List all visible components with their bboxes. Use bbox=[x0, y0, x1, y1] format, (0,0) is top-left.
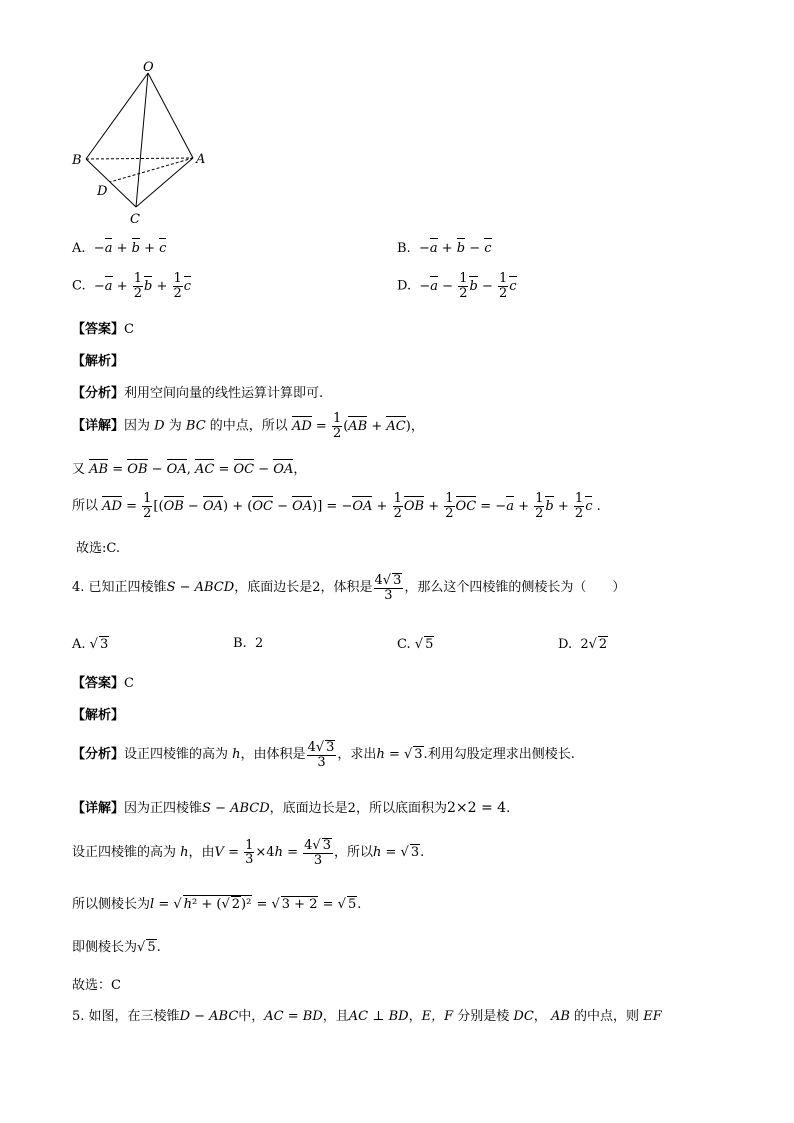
option-label: C. bbox=[397, 637, 411, 652]
text: h bbox=[180, 845, 189, 861]
q3-fenxi bbox=[72, 382, 323, 401]
text: ，由体积是 bbox=[240, 747, 306, 763]
text: ，由 bbox=[188, 845, 215, 861]
text: 2 bbox=[347, 801, 356, 816]
text: 所以侧棱长为 bbox=[72, 897, 151, 912]
text: 即侧棱长为 bbox=[72, 940, 138, 955]
answer-value: C bbox=[124, 676, 134, 691]
text: h bbox=[232, 747, 241, 763]
q3-detail-line1 bbox=[72, 412, 424, 440]
q4-detail-line1 bbox=[72, 797, 510, 816]
q4-option-c bbox=[397, 636, 434, 652]
text: E，F bbox=[421, 1009, 454, 1024]
text: 2×2 = 4 bbox=[446, 800, 507, 816]
option-label: D. bbox=[558, 637, 573, 652]
text: 设正四棱锥的高为 bbox=[124, 747, 229, 763]
text: 利用勾股定理求出侧棱长. bbox=[427, 747, 575, 763]
text: ，所以底面积为 bbox=[355, 801, 447, 816]
text: ，底面边长是 bbox=[269, 801, 348, 816]
text: ，求出 bbox=[337, 747, 377, 763]
option-a-expr: −a + b + c bbox=[89, 241, 167, 256]
formula-AD: AD = $\frac{1}{2}$ (AB + AC)， bbox=[291, 411, 424, 441]
text: ，那么这个四棱锥的侧棱长为（ ） bbox=[404, 580, 626, 596]
fenxi-label: 【分析】 bbox=[72, 747, 125, 763]
q5-stem bbox=[72, 1005, 662, 1024]
option-label: B. bbox=[233, 636, 247, 651]
text: D − ABC bbox=[179, 1009, 239, 1024]
answer-label: 【答案】 bbox=[72, 322, 125, 337]
label-C: C bbox=[130, 212, 140, 227]
option-b-value: 2 bbox=[254, 636, 264, 651]
detail-label: 【详解】 bbox=[72, 801, 125, 816]
text: DC bbox=[513, 1009, 534, 1024]
text: BC bbox=[185, 418, 206, 434]
edge-OB bbox=[86, 73, 148, 159]
label-A: A bbox=[196, 152, 206, 167]
edge-OC bbox=[136, 73, 148, 207]
text: ，所以 bbox=[333, 845, 373, 861]
text: AB bbox=[550, 1009, 570, 1024]
text: ，体积是 bbox=[320, 580, 373, 596]
text: 因为正四棱锥 bbox=[124, 801, 203, 816]
detail-label: 【详解】 bbox=[72, 418, 125, 434]
q3-option-b bbox=[397, 241, 492, 256]
text: 中， bbox=[238, 1009, 265, 1024]
text: AC ⊥ BD bbox=[348, 1009, 409, 1024]
edge-BC bbox=[86, 159, 136, 207]
label-D: D bbox=[97, 184, 108, 199]
q3-detail-line2 bbox=[72, 458, 306, 477]
option-d-value: 2√ 2 bbox=[580, 637, 608, 652]
text: 的中点，所以 bbox=[209, 418, 288, 434]
edge-AC bbox=[136, 158, 193, 207]
q4-answer bbox=[72, 672, 134, 691]
option-d-expr: −a − $\frac{1}{2}$ b − $\frac{1}{2}$ c bbox=[415, 271, 517, 301]
text: ， bbox=[408, 1009, 422, 1024]
text: 又 bbox=[72, 462, 86, 477]
option-label: C. bbox=[72, 278, 86, 294]
formula-AB-AC: AB = OB − OA, AC = OC − OA， bbox=[89, 462, 307, 477]
text: AC = BD bbox=[264, 1009, 323, 1024]
text: . bbox=[506, 801, 511, 816]
text: 分别是棱 bbox=[457, 1009, 510, 1024]
fenxi-text: 利用空间向量的线性运算计算即可. bbox=[124, 386, 324, 401]
formula-AD-expanded: AD = $\frac{1}{2}$ [(OB − OA) + (OC − OA)] = −OA + $\frac{1}{2}$ OB + $\frac{1}{2}$ OC = −a + $\frac{1}{2}$ b + $\frac{1}{2}$ c . bbox=[102, 491, 601, 521]
formula-h: h = √ 3. bbox=[376, 747, 428, 763]
option-b-expr: −a + b − c bbox=[414, 241, 492, 256]
q3-option-a bbox=[72, 241, 166, 256]
text: 为 bbox=[168, 418, 182, 434]
option-c-value: √ 5 bbox=[414, 637, 434, 652]
tetrahedron-diagram bbox=[60, 55, 230, 230]
text: 的中点，则 bbox=[574, 1009, 640, 1024]
q3-option-c bbox=[72, 272, 191, 300]
text: 因为 bbox=[124, 418, 151, 434]
question-number: 4. bbox=[72, 580, 85, 596]
q4-stem bbox=[72, 573, 625, 602]
q4-detail-line2 bbox=[72, 838, 424, 867]
text: ，底面边长是 bbox=[234, 580, 313, 596]
q4-option-d bbox=[558, 636, 608, 652]
q3-analysis bbox=[72, 350, 124, 369]
option-label: A. bbox=[72, 241, 86, 256]
formula-V: V = $\frac{1}{3}$ ×4h = $\frac{4√ 3}{3}$ bbox=[214, 837, 331, 868]
q4-detail-line3 bbox=[72, 893, 361, 912]
edge-BA bbox=[86, 158, 193, 159]
q4-analysis bbox=[72, 704, 124, 723]
answer-value: C bbox=[124, 322, 134, 337]
text: D bbox=[154, 418, 165, 434]
option-label: D. bbox=[397, 278, 412, 294]
q3-detail-line3 bbox=[72, 492, 601, 520]
answer-label: 【答案】 bbox=[72, 676, 125, 691]
q4-detail-line4 bbox=[72, 936, 161, 955]
text: 2 bbox=[312, 580, 321, 596]
q4-fenxi bbox=[72, 740, 575, 769]
q4-option-b bbox=[233, 636, 263, 651]
formula-l: l = √ h² + (√ 2)² = √ 3 + 2 = √ 5. bbox=[150, 897, 362, 912]
label-O: O bbox=[143, 60, 154, 75]
edge-OA bbox=[148, 73, 193, 158]
segment-AD bbox=[110, 158, 193, 182]
option-a-value: √ 3 bbox=[89, 637, 109, 652]
formula-h2: h = √ 3. bbox=[372, 845, 425, 861]
option-label: B. bbox=[397, 241, 411, 256]
q4-guxuan bbox=[72, 974, 121, 993]
text: EF bbox=[643, 1009, 662, 1024]
q3-answer bbox=[72, 318, 134, 337]
fraction: $\frac{4√ 3}{3}$ bbox=[307, 740, 335, 770]
label-B: B bbox=[72, 153, 82, 168]
text: S − ABCD bbox=[166, 580, 235, 596]
q3-option-d bbox=[397, 272, 517, 300]
question-number: 5. bbox=[72, 1009, 85, 1024]
q4-option-a bbox=[72, 636, 109, 652]
text: 已知正四棱锥 bbox=[88, 580, 167, 596]
option-c-expr: −a + $\frac{1}{2}$ b + $\frac{1}{2}$ c bbox=[89, 271, 192, 301]
option-label: A. bbox=[72, 637, 86, 652]
text: 故选：C bbox=[72, 978, 121, 993]
text: S − ABCD bbox=[202, 801, 270, 816]
fenxi-label: 【分析】 bbox=[72, 386, 125, 401]
formula-sqrt5: √ 5. bbox=[137, 940, 161, 955]
analysis-label: 【解析】 bbox=[72, 708, 125, 723]
text: 故选:C. bbox=[76, 541, 120, 556]
text: 所以 bbox=[72, 498, 99, 514]
text: ，且 bbox=[322, 1009, 349, 1024]
fraction: $\frac{4√ 3}{3}$ bbox=[374, 573, 402, 603]
text: ， bbox=[533, 1009, 547, 1024]
analysis-label: 【解析】 bbox=[72, 354, 125, 369]
q3-guxuan bbox=[76, 537, 120, 556]
text: 如图，在三棱锥 bbox=[88, 1009, 180, 1024]
text: 设正四棱锥的高为 bbox=[72, 845, 177, 861]
